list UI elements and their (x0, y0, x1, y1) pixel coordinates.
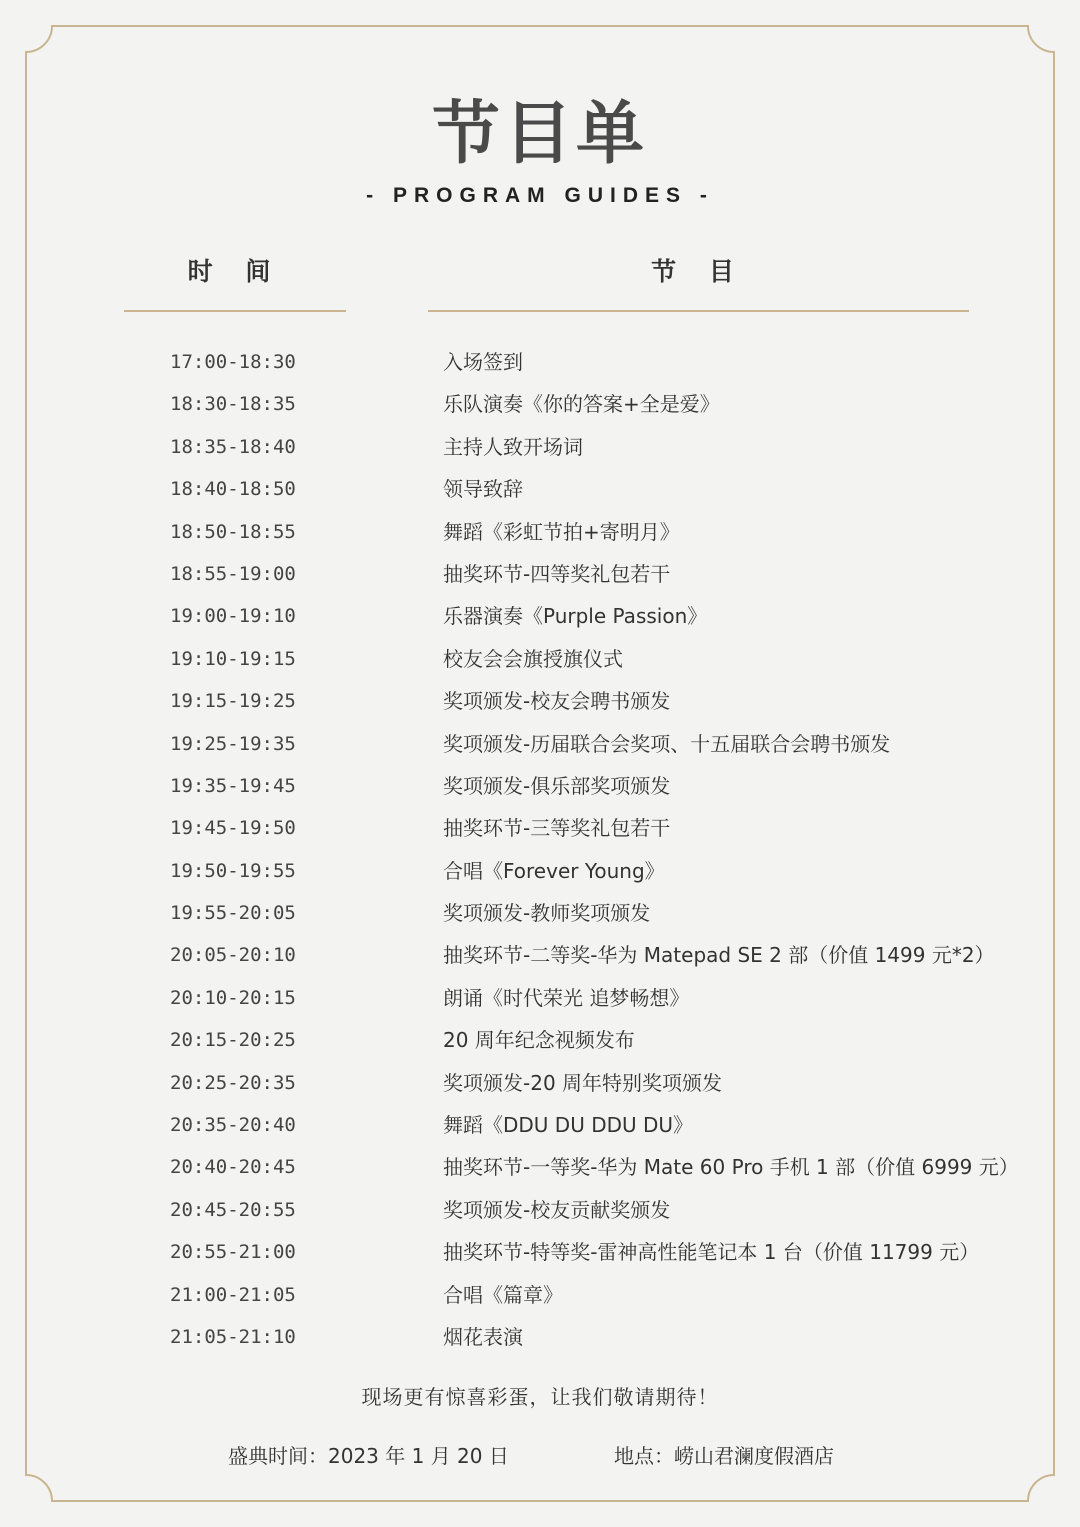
row-time: 19:00-19:10 (170, 605, 296, 628)
row-program: 领导致辞 (443, 477, 523, 502)
schedule-row (0, 723, 1080, 765)
schedule-row (0, 1146, 1080, 1188)
page-subtitle: - PROGRAM GUIDES - (366, 184, 714, 207)
schedule-row (0, 680, 1080, 722)
schedule-list (0, 341, 1080, 1358)
row-program: 奖项颁发-校友贡献奖颁发 (443, 1197, 671, 1222)
row-time: 20:15-20:25 (170, 1029, 296, 1052)
row-program: 校友会会旗授旗仪式 (443, 646, 623, 671)
row-program: 乐队演奏《你的答案+全是爱》 (443, 392, 720, 417)
column-header-program: 节 目 (651, 257, 746, 286)
schedule-row (0, 807, 1080, 849)
row-program: 抽奖环节-三等奖礼包若干 (443, 816, 671, 841)
schedule-row (0, 511, 1080, 553)
row-time: 18:40-18:50 (170, 478, 296, 501)
row-time: 20:05-20:10 (170, 944, 296, 967)
schedule-row (0, 934, 1080, 976)
row-time: 20:45-20:55 (170, 1198, 296, 1221)
row-program: 奖项颁发-历届联合会奖项、十五届联合会聘书颁发 (443, 731, 891, 756)
row-program: 合唱《Forever Young》 (443, 858, 665, 883)
schedule-row (0, 468, 1080, 510)
schedule-row (0, 1019, 1080, 1061)
row-time: 21:05-21:10 (170, 1325, 296, 1348)
event-venue: 地点：崂山君澜度假酒店 (614, 1444, 834, 1468)
row-time: 18:55-19:00 (170, 562, 296, 585)
schedule-row (0, 765, 1080, 807)
row-time: 19:45-19:50 (170, 817, 296, 840)
row-program: 入场签到 (443, 350, 523, 374)
program-header-divider (428, 310, 969, 312)
schedule-row (0, 553, 1080, 595)
row-program: 朗诵《时代荣光 追梦畅想》 (443, 985, 690, 1010)
row-time: 19:25-19:35 (170, 732, 296, 755)
schedule-row (0, 1062, 1080, 1104)
row-time: 19:10-19:15 (170, 647, 296, 670)
surprise-note: 现场更有惊喜彩蛋，让我们敬请期待！ (361, 1385, 719, 1409)
row-program: 抽奖环节-四等奖礼包若干 (443, 561, 671, 586)
row-time: 20:10-20:15 (170, 986, 296, 1009)
row-program: 20 周年纪念视频发布 (443, 1028, 635, 1053)
row-program: 抽奖环节-一等奖-华为 Mate 60 Pro 手机 1 部（价值 6999 元） (443, 1155, 1019, 1180)
row-program: 抽奖环节-特等奖-雷神高性能笔记本 1 台（价值 11799 元） (443, 1240, 980, 1265)
row-time: 20:35-20:40 (170, 1114, 296, 1137)
event-date: 盛典时间：2023 年 1 月 20 日 (228, 1444, 509, 1468)
row-time: 18:35-18:40 (170, 435, 296, 458)
schedule-row (0, 1189, 1080, 1231)
row-time: 18:30-18:35 (170, 393, 296, 416)
row-time: 20:55-21:00 (170, 1241, 296, 1264)
row-time: 20:40-20:45 (170, 1156, 296, 1179)
row-time: 18:50-18:55 (170, 520, 296, 543)
row-program: 烟花表演 (443, 1324, 523, 1349)
row-time: 19:35-19:45 (170, 774, 296, 797)
row-time: 19:15-19:25 (170, 690, 296, 713)
row-time: 19:50-19:55 (170, 859, 296, 882)
schedule-row (0, 1316, 1080, 1358)
schedule-row (0, 1231, 1080, 1273)
row-program: 奖项颁发-校友会聘书颁发 (443, 689, 671, 714)
schedule-row (0, 850, 1080, 892)
row-program: 抽奖环节-二等奖-华为 Matepad SE 2 部（价值 1499 元*2） (443, 943, 995, 968)
schedule-row (0, 341, 1080, 383)
time-header-divider (124, 310, 346, 312)
schedule-row (0, 892, 1080, 934)
page-title: 节目单 (431, 95, 648, 174)
row-time: 19:55-20:05 (170, 902, 296, 925)
schedule-row (0, 977, 1080, 1019)
schedule-row (0, 426, 1080, 468)
row-program: 奖项颁发-20 周年特别奖项颁发 (443, 1070, 723, 1095)
schedule-row (0, 638, 1080, 680)
row-program: 主持人致开场词 (443, 434, 583, 459)
row-time: 21:00-21:05 (170, 1283, 296, 1306)
column-header-time: 时 间 (187, 257, 283, 286)
schedule-row (0, 383, 1080, 425)
row-program: 奖项颁发-俱乐部奖项颁发 (443, 773, 671, 798)
schedule-row (0, 1104, 1080, 1146)
schedule-row (0, 1274, 1080, 1316)
row-program: 乐器演奏《Purple Passion》 (443, 604, 708, 629)
row-program: 舞蹈《DDU DU DDU DU》 (443, 1113, 694, 1138)
row-program: 舞蹈《彩虹节拍+寄明月》 (443, 519, 680, 544)
row-program: 合唱《篇章》 (443, 1282, 563, 1307)
row-time: 20:25-20:35 (170, 1071, 296, 1094)
schedule-row (0, 595, 1080, 637)
row-time: 17:00-18:30 (170, 351, 296, 373)
row-program: 奖项颁发-教师奖项颁发 (443, 901, 651, 926)
